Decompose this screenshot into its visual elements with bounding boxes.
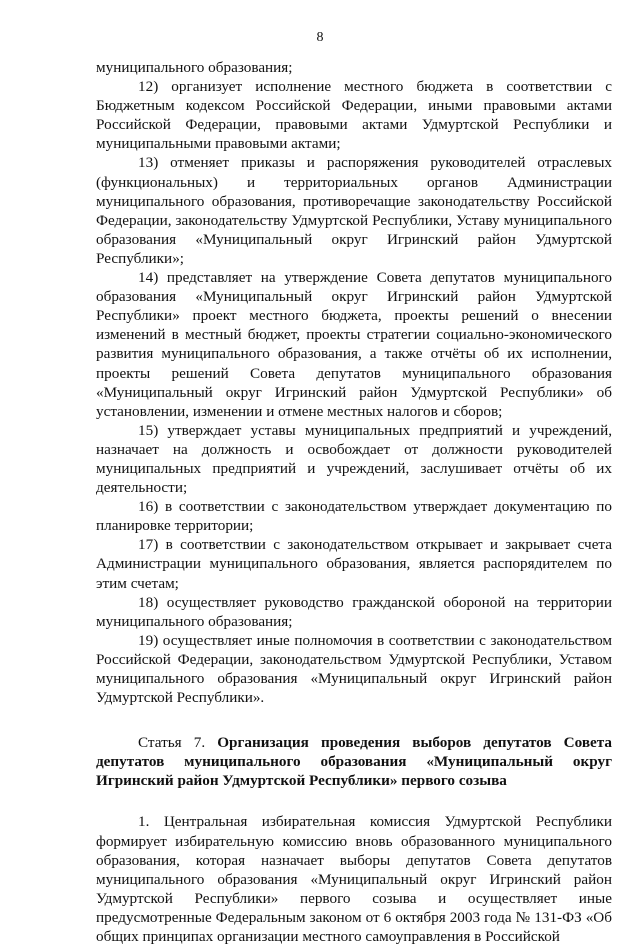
- paragraphs-after: [96, 812, 612, 946]
- paragraph: муниципального образования;: [96, 59, 293, 76]
- spacer: [96, 790, 612, 812]
- article-label: Статья 7.: [138, 734, 206, 752]
- paragraph-item-15: 15) утверждает уставы муниципальных предприятий и учреждений, назначает на должность и освобождает от должности руководителей муниципальных предприятий и учреждений, заслушивает отчёты об их деятельности;: [96, 421, 612, 497]
- document-body: [96, 58, 612, 946]
- paragraph-item-13: 13) отменяет приказы и распоряжения руководителей отраслевых (функциональных) и территориальных органов Администрации муниципального образования, противоречащие законодательству Российской Федерации, законодательству Удмуртской Республики, Уставу муниципального образования «Муниципальный округ Игринский район Удмуртской Республики»;: [96, 154, 612, 267]
- article-title: Организация проведения выборов депутатов Совета депутатов муниципального образования «Муниципальный округ Игринский район Удмуртской Республики» первого созыва: [96, 734, 613, 790]
- paragraph-item-17: 17) в соответствии с законодательством открывает и закрывает счета Администрации муниципального образования, является распорядителем по этим счетам;: [96, 536, 612, 592]
- paragraph-clause-1: 1. Центральная избирательная комиссия Удмуртской Республики формирует избирательную комиссию вновь образованного муниципального образования, которая назначает выборы депутатов Совета депутатов муниципального образования «Муниципальный округ Игринский район Удмуртской Республики» первого созыва и осуществляет иные предусмотренные Федеральным законом от 6 октября 2003 года № 131-ФЗ «Об общих принципах организации местного самоуправления в Российской: [96, 813, 612, 946]
- paragraph-item-19: 19) осуществляет иные полномочия в соответствии с законодательством Российской Федерации, законодательством Удмуртской Республики, Уставом муниципального образования «Муниципальный округ Игринский район Удмуртской Республики».: [96, 631, 612, 707]
- article-heading: [96, 733, 612, 790]
- paragraphs-before: [96, 58, 612, 707]
- page-number: 8: [316, 30, 324, 45]
- paragraph-item-16: 16) в соответствии с законодательством утверждает документацию по планировке территории;: [96, 498, 612, 535]
- paragraph-item-14: 14) представляет на утверждение Совета депутатов муниципального образования «Муниципальный округ Игринский район Удмуртской Республики» проект местного бюджета, проекты решений о внесении изменений в местный бюджет, проекты стратегии социально-экономического развития муниципального образования, а также отчёты об их исполнении, проекты решений Совета депутатов муниципального образования «Муниципальный округ Игринский район Удмуртской Республики» об установлении, изменении и отмене местных налогов и сборов;: [96, 269, 612, 420]
- paragraph-item-12: 12) организует исполнение местного бюджета в соответствии с Бюджетным кодексом Российской Федерации, иными правовыми актами Российской Федерации, правовыми актами Удмуртской Республики и муниципальными правовыми актами;: [96, 78, 612, 153]
- paragraph-item-18: 18) осуществляет руководство гражданской обороной на территории муниципального образования;: [96, 593, 612, 630]
